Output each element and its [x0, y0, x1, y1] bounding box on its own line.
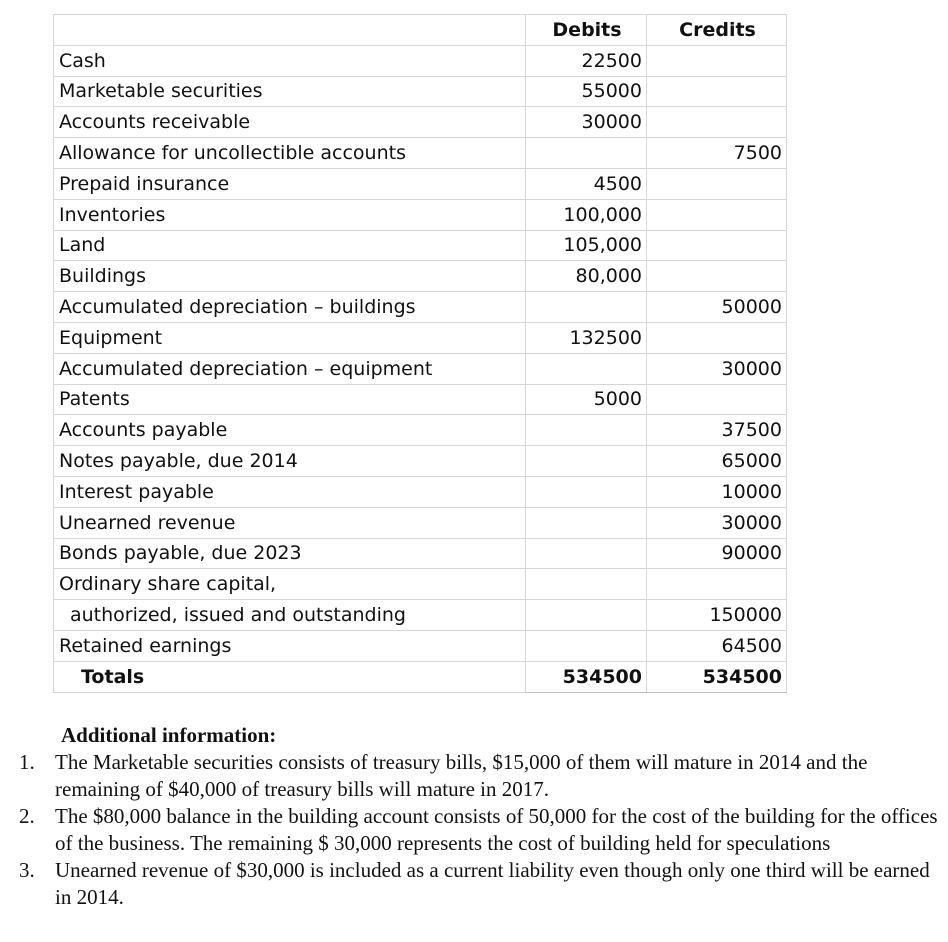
table-row	[54, 507, 787, 538]
table-row	[54, 107, 787, 138]
credit-amount	[647, 384, 787, 415]
account-name: Land	[54, 230, 526, 261]
account-name: Equipment	[54, 322, 526, 353]
table-row	[54, 230, 787, 261]
credit-amount: 30000	[647, 507, 787, 538]
table-row	[54, 630, 787, 661]
credit-amount	[647, 168, 787, 199]
debit-amount: 30000	[526, 107, 647, 138]
credit-amount	[647, 107, 787, 138]
totals-label: Totals	[54, 661, 526, 692]
additional-item	[0, 749, 948, 803]
debit-amount	[526, 415, 647, 446]
credit-amount: 30000	[647, 353, 787, 384]
additional-item	[0, 803, 948, 857]
debit-amount: 4500	[526, 168, 647, 199]
table-row	[54, 353, 787, 384]
debit-amount	[526, 353, 647, 384]
table-row	[54, 446, 787, 477]
debits-column-header: Debits	[526, 15, 647, 46]
table-row	[54, 292, 787, 323]
account-name: Buildings	[54, 261, 526, 292]
debit-amount	[526, 446, 647, 477]
account-name: Marketable securities	[54, 76, 526, 107]
table-row	[54, 261, 787, 292]
debit-amount	[526, 507, 647, 538]
credit-amount: 150000	[647, 600, 787, 631]
table-row	[54, 138, 787, 169]
debit-amount	[526, 630, 647, 661]
account-name: Accumulated depreciation – equipment	[54, 353, 526, 384]
table-body	[54, 45, 787, 661]
table-row	[54, 45, 787, 76]
credit-amount: 10000	[647, 476, 787, 507]
account-name: authorized, issued and outstanding	[54, 600, 526, 631]
account-name: Accounts receivable	[54, 107, 526, 138]
table-row	[54, 384, 787, 415]
item-number: 2.	[19, 804, 35, 828]
item-text: The Marketable securities consists of treasury bills, $15,000 of them will mature in 2014 and the remaining of $40,000 of treasury bills will mature in 2017.	[55, 750, 868, 801]
credit-amount	[647, 45, 787, 76]
additional-heading: Additional information:	[61, 723, 277, 747]
account-name: Allowance for uncollectible accounts	[54, 138, 526, 169]
table-row	[54, 600, 787, 631]
debit-amount	[526, 476, 647, 507]
debit-amount	[526, 538, 647, 569]
account-name: Ordinary share capital,	[54, 569, 526, 600]
debit-amount: 105,000	[526, 230, 647, 261]
account-name: Inventories	[54, 199, 526, 230]
additional-item	[0, 857, 948, 911]
table-row	[54, 476, 787, 507]
debit-amount: 132500	[526, 322, 647, 353]
table-row	[54, 322, 787, 353]
credit-amount: 7500	[647, 138, 787, 169]
table-row	[54, 538, 787, 569]
credit-amount	[647, 230, 787, 261]
item-number: 3.	[19, 858, 35, 882]
credits-column-header: Credits	[647, 15, 787, 46]
debit-amount: 55000	[526, 76, 647, 107]
item-text: Unearned revenue of $30,000 is included as a current liability even though only one third will be earned in 2014.	[55, 858, 930, 909]
totals-row	[54, 661, 787, 692]
account-name: Notes payable, due 2014	[54, 446, 526, 477]
credit-amount	[647, 76, 787, 107]
debit-amount	[526, 292, 647, 323]
table-row	[54, 415, 787, 446]
account-name: Bonds payable, due 2023	[54, 538, 526, 569]
account-name: Retained earnings	[54, 630, 526, 661]
account-name: Prepaid insurance	[54, 168, 526, 199]
totals-debit: 534500	[526, 661, 647, 692]
account-name: Accumulated depreciation – buildings	[54, 292, 526, 323]
table-row	[54, 199, 787, 230]
additional-list	[0, 749, 948, 911]
account-name: Accounts payable	[54, 415, 526, 446]
trial-balance-table	[53, 14, 787, 693]
account-name: Unearned revenue	[54, 507, 526, 538]
additional-information	[0, 722, 948, 911]
account-name: Cash	[54, 45, 526, 76]
totals-credit: 534500	[647, 661, 787, 692]
debit-amount: 80,000	[526, 261, 647, 292]
debit-amount	[526, 138, 647, 169]
debit-amount: 22500	[526, 45, 647, 76]
credit-amount	[647, 569, 787, 600]
debit-amount	[526, 569, 647, 600]
item-number: 1.	[19, 750, 35, 774]
debit-amount: 5000	[526, 384, 647, 415]
credit-amount	[647, 322, 787, 353]
credit-amount	[647, 261, 787, 292]
item-text: The $80,000 balance in the building account consists of 50,000 for the cost of the building for the offices of the business. The remaining $ 30,000 represents the cost of building held for speculations	[55, 804, 938, 855]
credit-amount	[647, 199, 787, 230]
debit-amount	[526, 600, 647, 631]
account-name: Patents	[54, 384, 526, 415]
header-row	[54, 15, 787, 46]
credit-amount: 64500	[647, 630, 787, 661]
table-row	[54, 569, 787, 600]
debit-amount: 100,000	[526, 199, 647, 230]
credit-amount: 65000	[647, 446, 787, 477]
credit-amount: 37500	[647, 415, 787, 446]
table-row	[54, 168, 787, 199]
credit-amount: 50000	[647, 292, 787, 323]
account-name: Interest payable	[54, 476, 526, 507]
credit-amount: 90000	[647, 538, 787, 569]
account-column-header	[54, 15, 526, 46]
table-row	[54, 76, 787, 107]
